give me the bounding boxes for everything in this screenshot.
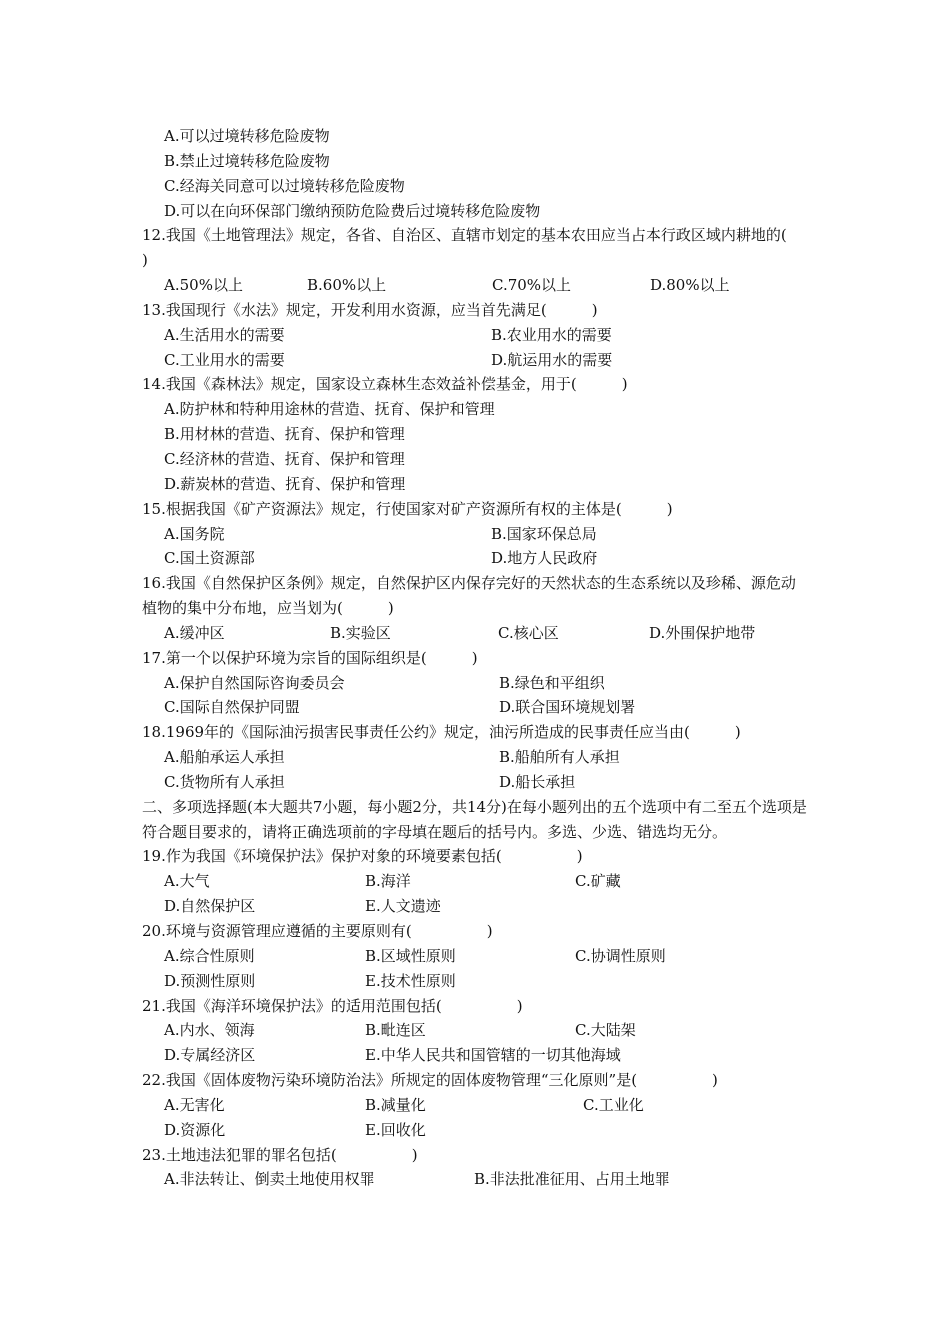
option-list — [142, 397, 810, 496]
option-c: C.矿藏 — [575, 872, 621, 891]
option-b: B.农业用水的需要 — [491, 325, 612, 344]
question-22 — [142, 1068, 810, 1143]
option-row — [142, 323, 810, 348]
option-a: A.综合性原则 — [164, 946, 255, 965]
option-d: D.自然保护区 — [164, 897, 256, 916]
option-11c: C.经海关同意可以过境转移危险废物 — [164, 176, 405, 195]
option-a: A.内水、领海 — [164, 1021, 255, 1040]
option-b: B.国家环保总局 — [491, 524, 597, 543]
option-c: C.工业化 — [583, 1095, 644, 1114]
continued-options — [142, 124, 810, 223]
question-text: 19.作为我国《环境保护法》保护对象的环境要素包括( ) — [142, 847, 583, 866]
option-d: D.地方人民政府 — [491, 549, 598, 568]
option-b: B.减量化 — [365, 1095, 426, 1114]
option-row — [142, 1118, 810, 1143]
option-b: B.实验区 — [330, 623, 391, 642]
option-a: A.缓冲区 — [164, 623, 225, 642]
question-23 — [142, 1143, 810, 1193]
question-text: 20.环境与资源管理应遵循的主要原则有( ) — [142, 922, 493, 940]
option-b: B.60%以上 — [307, 276, 387, 295]
option-d: D.80%以上 — [650, 276, 730, 295]
option-row — [142, 1043, 810, 1068]
option-c: C.70%以上 — [492, 276, 572, 295]
option-row — [142, 1018, 810, 1043]
option-c: C.国际自然保护同盟 — [164, 698, 300, 717]
option-11a: A.可以过境转移危险废物 — [164, 127, 330, 145]
option-a: A.生活用水的需要 — [164, 325, 285, 344]
option-b: B.用材林的营造、抚育、保护和管理 — [164, 425, 405, 444]
option-d: D.资源化 — [164, 1120, 226, 1139]
option-b: B.毗连区 — [365, 1021, 426, 1040]
question-text: 16.我国《自然保护区条例》规定，自然保护区内保存完好的天然状态的生态系统以及珍稀、源危动植物的集中分布地，应当划为( ) — [142, 574, 796, 618]
option-a: A.无害化 — [164, 1095, 225, 1114]
option-row — [142, 671, 810, 696]
question-text: 23.土地违法犯罪的罪名包括( ) — [142, 1145, 418, 1164]
section-heading: 二、多项选择题(本大题共7小题，每小题2分，共14分)在每小题列出的五个选项中有二至五个选项是符合题目要求的，请将正确选项前的字母填在题后的括号内。多选、少选、错选均无分。 — [142, 797, 807, 841]
option-d: D.薪炭林的营造、抚育、保护和管理 — [164, 474, 406, 493]
option-d: D.外围保护地带 — [649, 623, 756, 642]
option-row — [142, 869, 810, 894]
option-a: A.50%以上 — [164, 276, 243, 295]
question-19 — [142, 844, 810, 919]
question-text: 14.我国《森林法》规定，国家设立森林生态效益补偿基金，用于( ) — [142, 375, 628, 394]
option-c: C.核心区 — [498, 623, 559, 642]
option-c: C.货物所有人承担 — [164, 772, 285, 791]
option-row — [142, 944, 810, 969]
option-a: A.船舶承运人承担 — [164, 748, 285, 767]
option-row — [142, 1093, 810, 1118]
question-14 — [142, 372, 810, 496]
option-a: A.大气 — [164, 872, 210, 891]
question-text: 21.我国《海洋环境保护法》的适用范围包括( ) — [142, 996, 523, 1015]
option-e: E.技术性原则 — [365, 971, 456, 990]
option-d: D.预测性原则 — [164, 971, 256, 990]
question-text: 18.1969年的《国际油污损害民事责任公约》规定，油污所造成的民事责任应当由( ) — [142, 723, 741, 742]
option-d: D.船长承担 — [499, 772, 576, 791]
question-21 — [142, 994, 810, 1069]
option-d: D.专属经济区 — [164, 1046, 256, 1065]
question-text: 17.第一个以保护环境为宗旨的国际组织是( ) — [142, 648, 478, 667]
option-a: A.保护自然国际咨询委员会 — [164, 673, 345, 692]
question-text: 13.我国现行《水法》规定，开发利用水资源，应当首先满足( ) — [142, 300, 598, 319]
option-e: E.回收化 — [365, 1120, 426, 1139]
question-18 — [142, 720, 810, 795]
option-row — [142, 348, 810, 373]
option-b: B.非法批准征用、占用土地罪 — [474, 1170, 670, 1189]
option-row — [142, 1167, 810, 1192]
option-d: D.联合国环境规划署 — [499, 698, 636, 717]
option-row — [142, 695, 810, 720]
question-15 — [142, 497, 810, 572]
option-row — [142, 745, 810, 770]
option-e: E.人文遗迹 — [365, 897, 441, 916]
option-row — [142, 770, 810, 795]
question-16 — [142, 571, 810, 646]
option-row — [142, 969, 810, 994]
exam-content — [142, 124, 832, 1192]
option-c: C.大陆架 — [575, 1021, 636, 1040]
option-b: B.海洋 — [365, 872, 411, 891]
option-c: C.协调性原则 — [575, 946, 666, 965]
question-text: 15.根据我国《矿产资源法》规定，行使国家对矿产资源所有权的主体是( ) — [142, 499, 673, 518]
question-text: 22.我国《固体废物污染环境防治法》所规定的固体废物管理“三化原则”是( ) — [142, 1071, 718, 1090]
option-a: A.非法转让、倒卖土地使用权罪 — [164, 1170, 375, 1189]
option-row — [142, 894, 810, 919]
question-17 — [142, 646, 810, 721]
option-b: B.绿色和平组织 — [499, 673, 605, 692]
option-row — [142, 522, 810, 547]
option-d: D.航运用水的需要 — [491, 350, 613, 369]
option-row — [142, 621, 810, 646]
question-text: 12.我国《土地管理法》规定，各省、自治区、直辖市划定的基本农田应当占本行政区域内耕地的( ) — [142, 226, 832, 270]
option-11b: B.禁止过境转移危险废物 — [164, 151, 330, 170]
option-row — [142, 273, 810, 298]
question-13 — [142, 298, 810, 373]
option-c: C.经济林的营造、抚育、保护和管理 — [164, 449, 405, 468]
option-c: C.工业用水的需要 — [164, 350, 285, 369]
option-b: B.区域性原则 — [365, 946, 456, 965]
question-20 — [142, 919, 810, 994]
option-a: A.国务院 — [164, 524, 225, 543]
option-a: A.防护林和特种用途林的营造、抚育、保护和管理 — [164, 400, 495, 419]
option-row — [142, 546, 810, 571]
option-b: B.船舶所有人承担 — [499, 748, 620, 767]
option-11d: D.可以在向环保部门缴纳预防危险费后过境转移危险废物 — [164, 201, 541, 220]
option-c: C.国土资源部 — [164, 549, 255, 568]
option-e: E.中华人民共和国管辖的一切其他海域 — [365, 1046, 621, 1065]
question-12 — [142, 223, 832, 298]
